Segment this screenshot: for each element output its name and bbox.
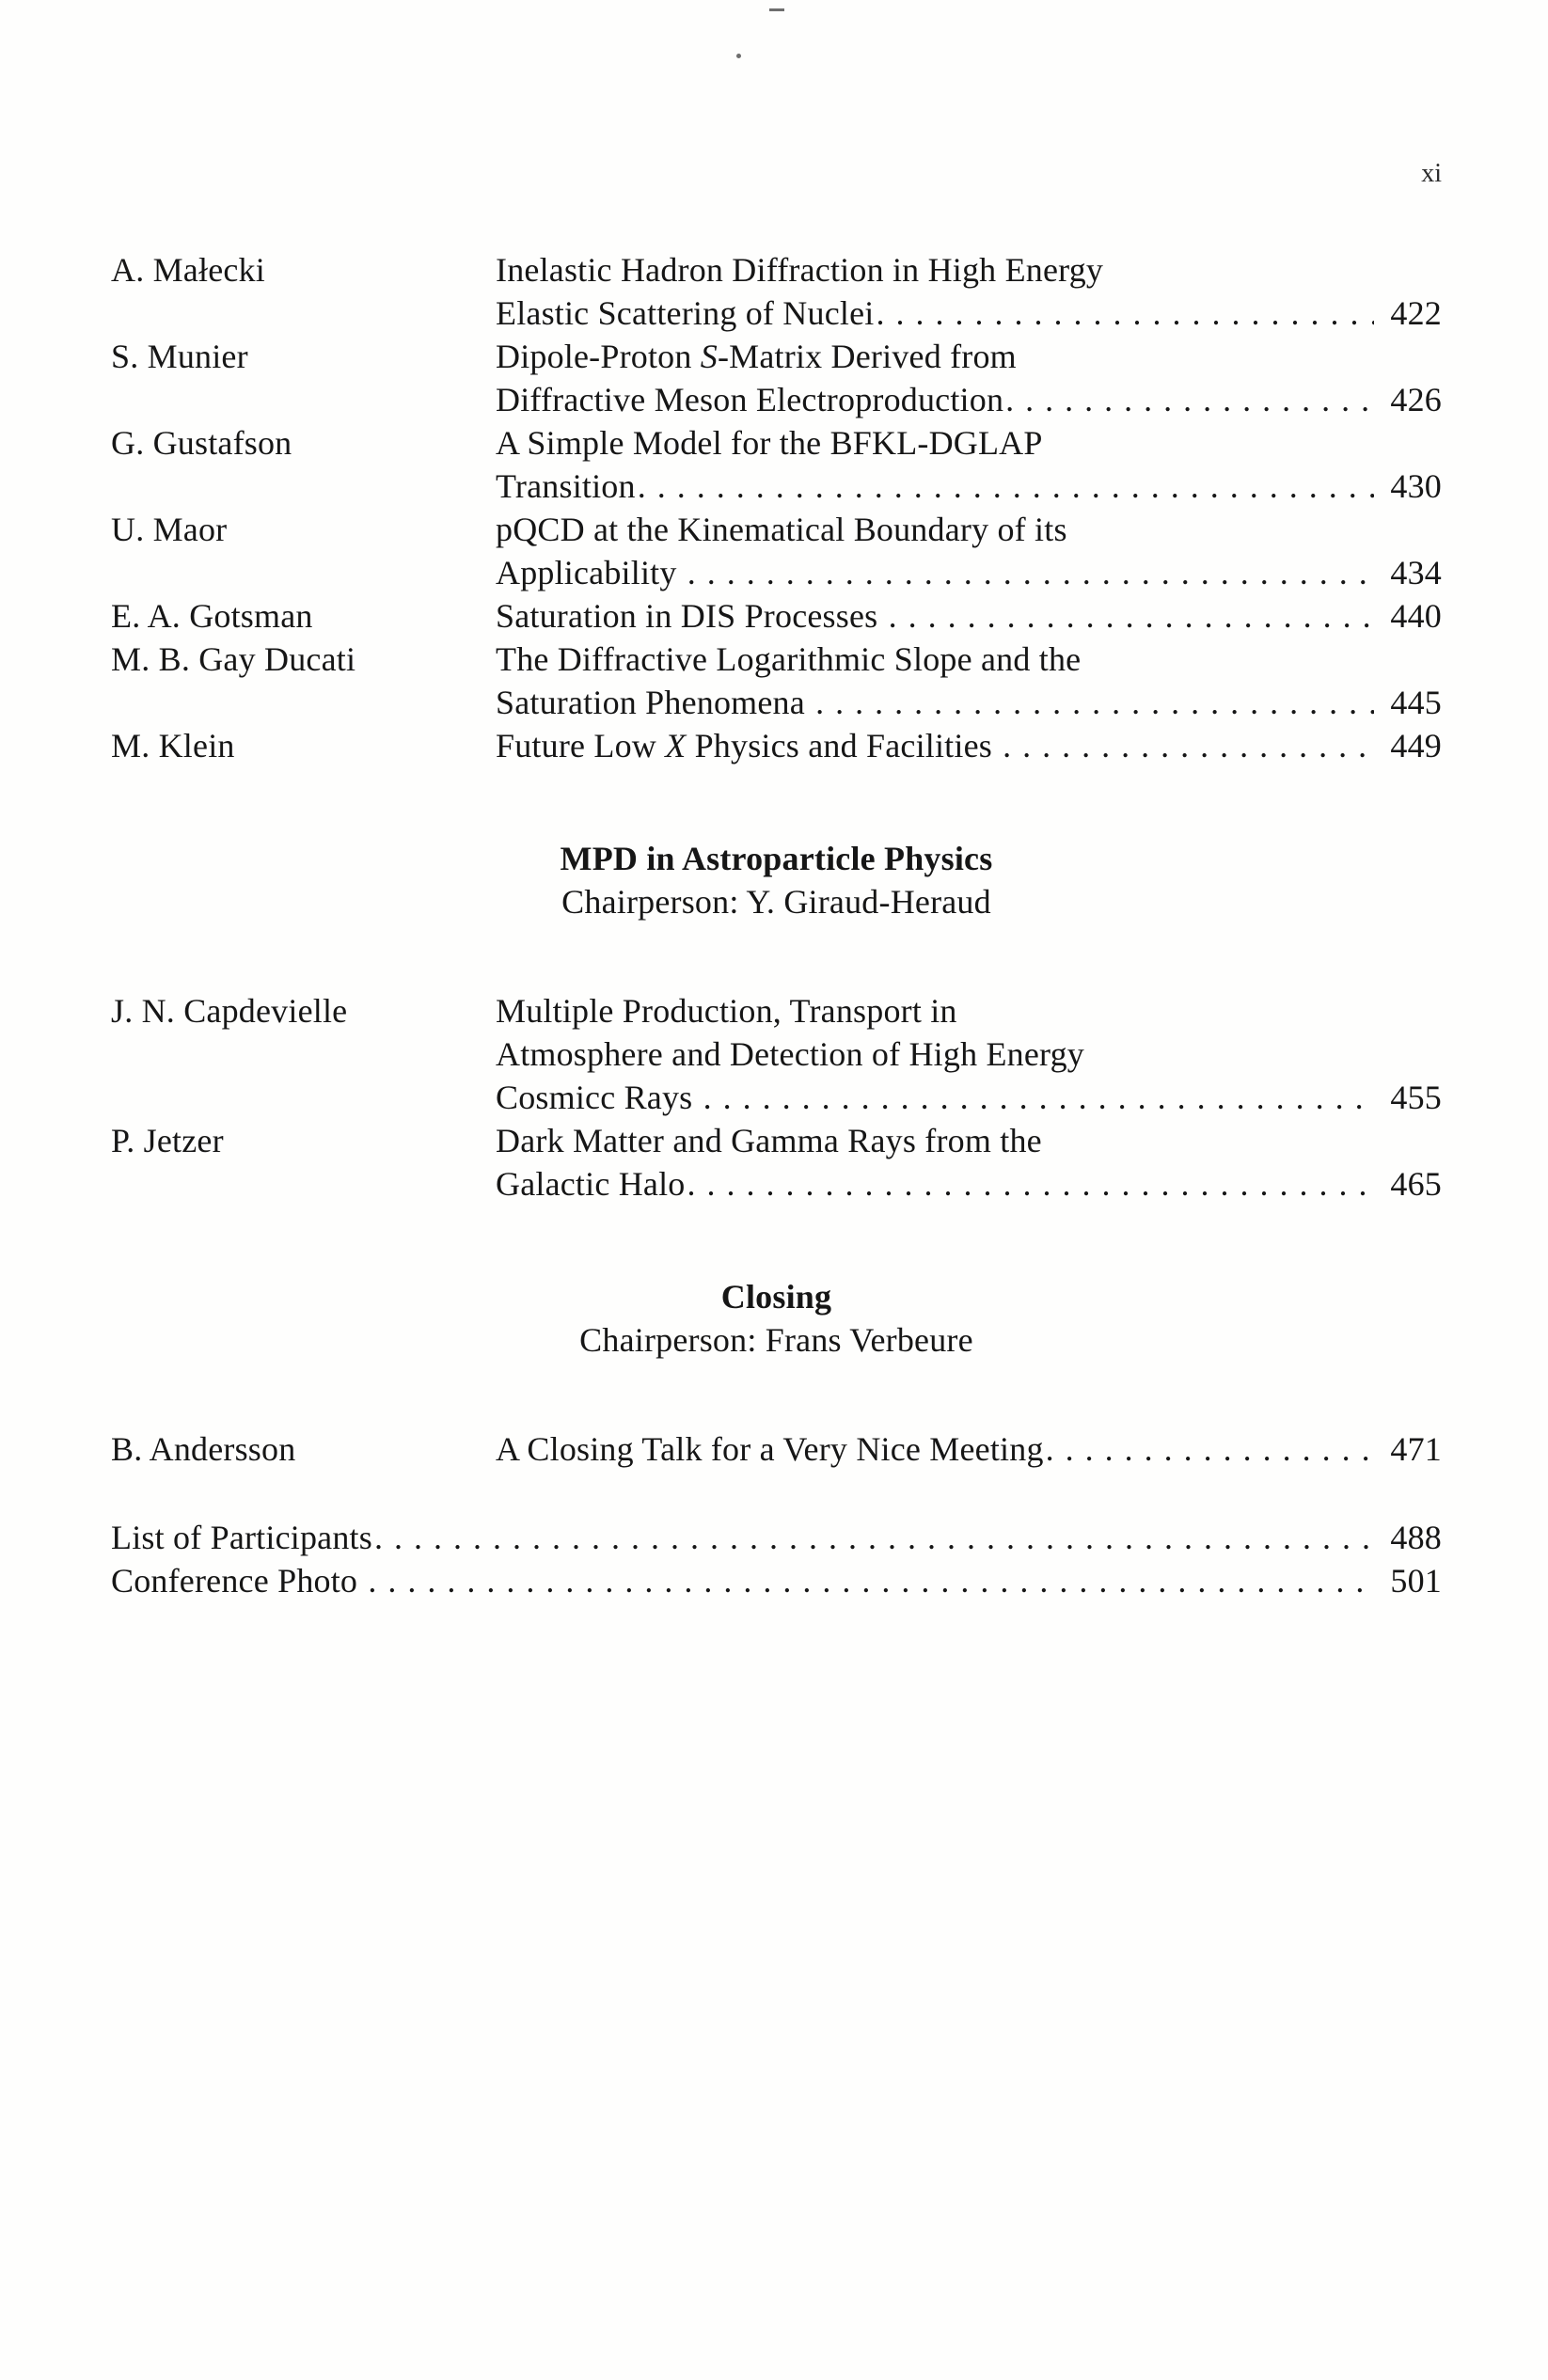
entry-title-line (496, 248, 1442, 292)
entry-page-number: 455 (1390, 1079, 1442, 1116)
entry-titles (496, 421, 1442, 508)
entry-title-line (496, 292, 1442, 335)
entry-title-line (496, 378, 1442, 421)
entry-title-line (496, 335, 1442, 378)
entry-page-number: 434 (1390, 554, 1442, 591)
entry-titles (496, 335, 1442, 421)
title-text-segment: Dipole-Proton (496, 338, 701, 375)
toc-entry (111, 1119, 1442, 1206)
title-text: Transition (496, 467, 636, 505)
title-text: Galactic Halo (496, 1165, 686, 1203)
entry-author: U. Maor (111, 511, 228, 548)
toc-entry (111, 724, 1442, 767)
toc-entry (111, 1427, 1442, 1471)
backmatter-line (111, 1559, 1442, 1602)
entry-page-number: 430 (1390, 467, 1442, 505)
toc-entry (111, 989, 1442, 1119)
toc-group-1 (111, 248, 1442, 767)
entry-title-line (496, 724, 1442, 767)
toc-entry (111, 594, 1442, 638)
entry-title-line (496, 638, 1442, 681)
dot-leader (889, 594, 1374, 638)
dot-leader (368, 1559, 1374, 1602)
title-text-segment: Physics and Facilities (686, 727, 1002, 764)
entry-title-line (496, 1162, 1442, 1206)
toc-entry (111, 248, 1442, 335)
entry-title-line (496, 551, 1442, 594)
section-chairperson: Chairperson: Frans Verbeure (579, 1321, 973, 1359)
dot-leader (687, 1162, 1375, 1206)
title-text: Inelastic Hadron Diffraction in High Energy (496, 251, 1104, 289)
section-heading-closing (111, 1275, 1442, 1362)
entry-title-line (496, 681, 1442, 724)
backmatter-text: Conference Photo (111, 1562, 367, 1600)
dot-leader (638, 465, 1374, 508)
toc-entry (111, 508, 1442, 594)
toc-entry (111, 335, 1442, 421)
entry-title-line (496, 1427, 1442, 1471)
entry-page-number: 426 (1390, 381, 1442, 418)
entry-page-number: 445 (1390, 684, 1442, 721)
title-text: A Simple Model for the BFKL-DGLAP (496, 424, 1043, 462)
title-text: A Closing Talk for a Very Nice Meeting (496, 1430, 1044, 1468)
dot-leader (1005, 378, 1374, 421)
entry-title-line (496, 465, 1442, 508)
entry-page-number: 465 (1390, 1165, 1442, 1203)
backmatter (111, 1516, 1442, 1602)
entry-title-line (496, 1076, 1442, 1119)
dot-leader (687, 551, 1374, 594)
dot-leader (374, 1516, 1374, 1559)
entry-author: M. B. Gay Ducati (111, 640, 356, 678)
title-text: The Diffractive Logarithmic Slope and the (496, 640, 1082, 678)
title-text (496, 724, 1001, 767)
section-chairperson: Chairperson: Y. Giraud-Heraud (561, 883, 991, 921)
title-text: Diffractive Meson Electroproduction (496, 381, 1004, 418)
title-text: Multiple Production, Transport in (496, 992, 957, 1030)
entry-title-line (496, 1119, 1442, 1162)
title-text-segment: Future Low (496, 727, 666, 764)
title-text-italic-segment: X (665, 727, 687, 764)
entry-author: M. Klein (111, 727, 235, 764)
entry-author: A. Małecki (111, 251, 265, 289)
section-title: MPD in Astroparticle Physics (560, 840, 993, 877)
page-number: xi (1421, 159, 1442, 188)
title-text: Atmosphere and Detection of High Energy (496, 1035, 1084, 1073)
entry-page-number: 488 (1390, 1519, 1442, 1556)
table-of-contents (111, 248, 1442, 1602)
title-text (496, 335, 1017, 378)
entry-author: S. Munier (111, 338, 248, 375)
backmatter-line (111, 1516, 1442, 1559)
section-heading-mpd (111, 837, 1442, 923)
entry-title-line (496, 1032, 1442, 1076)
dot-leader (1046, 1427, 1374, 1471)
entry-titles (496, 989, 1442, 1119)
title-text: Cosmicc Rays (496, 1079, 702, 1116)
section-title: Closing (720, 1278, 832, 1316)
entry-titles (496, 508, 1442, 594)
entry-author: P. Jetzer (111, 1122, 224, 1159)
entry-page-number: 501 (1390, 1562, 1442, 1600)
entry-titles (496, 638, 1442, 724)
dot-leader (703, 1076, 1374, 1119)
entry-title-line (496, 421, 1442, 465)
title-text: pQCD at the Kinematical Boundary of its (496, 511, 1067, 548)
title-text: Saturation in DIS Processes (496, 597, 887, 635)
entry-author: B. Andersson (111, 1430, 296, 1468)
title-text: Saturation Phenomena (496, 684, 814, 721)
entry-title-line (496, 508, 1442, 551)
scan-artifact-dot (736, 54, 741, 58)
entry-page-number: 471 (1390, 1430, 1442, 1468)
toc-entry (111, 638, 1442, 724)
entry-page-number: 422 (1390, 294, 1442, 332)
entry-author: J. N. Capdevielle (111, 992, 348, 1030)
scan-artifact-dash (769, 8, 784, 11)
title-text-segment: -Matrix Derived from (717, 338, 1017, 375)
entry-title-line (496, 594, 1442, 638)
dot-leader (815, 681, 1374, 724)
entry-author: E. A. Gotsman (111, 597, 313, 635)
entry-titles (496, 248, 1442, 335)
title-text: Dark Matter and Gamma Rays from the (496, 1122, 1042, 1159)
entry-title-line (496, 989, 1442, 1032)
entry-titles (496, 594, 1442, 638)
title-text-italic-segment: S (700, 338, 718, 375)
toc-entry (111, 421, 1442, 508)
entry-page-number: 449 (1390, 727, 1442, 764)
toc-group-2 (111, 989, 1442, 1206)
title-text: Elastic Scattering of Nuclei (496, 294, 875, 332)
dot-leader (1003, 724, 1374, 767)
entry-author: G. Gustafson (111, 424, 292, 462)
entry-page-number: 440 (1390, 597, 1442, 635)
toc-group-3 (111, 1427, 1442, 1471)
entry-titles (496, 1119, 1442, 1206)
dot-leader (876, 292, 1374, 335)
entry-titles (496, 1427, 1442, 1471)
backmatter-text: List of Participants (111, 1519, 372, 1556)
title-text: Applicability (496, 554, 686, 591)
entry-titles (496, 724, 1442, 767)
